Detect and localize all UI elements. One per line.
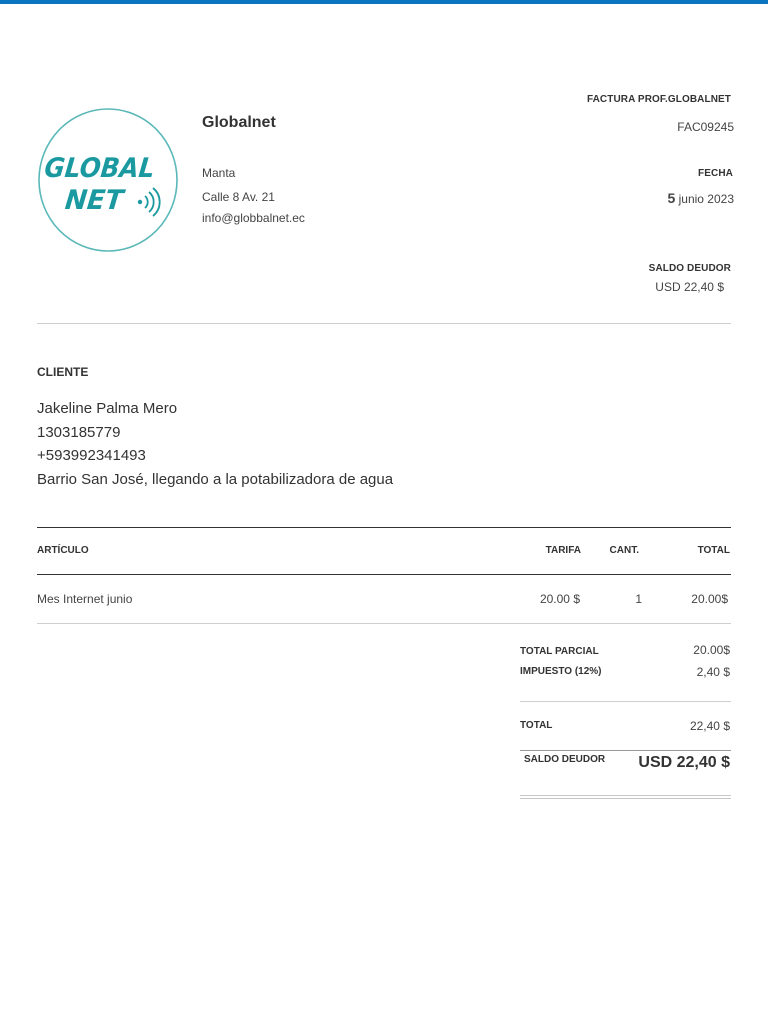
tax-value: 2,40 $ — [696, 665, 730, 679]
table-top-rule — [37, 527, 731, 528]
column-header-qty: CANT. — [609, 545, 639, 556]
client-details — [37, 397, 393, 491]
row-qty: 1 — [635, 592, 642, 606]
subtotal-value: 20.00$ — [693, 643, 730, 657]
row-total: 20.00$ — [691, 592, 728, 606]
date-month-year: junio 2023 — [678, 192, 734, 206]
summary-divider — [520, 701, 731, 702]
balance-due-value: USD 22,40 $ — [655, 280, 724, 294]
date-label: FECHA — [698, 168, 733, 179]
column-header-total: TOTAL — [697, 545, 730, 556]
balance-due-label: SALDO DEUDOR — [648, 263, 731, 274]
row-rate: 20.00 $ — [539, 592, 580, 606]
total-label: TOTAL — [520, 720, 553, 731]
client-label: CLIENTE — [37, 365, 89, 379]
company-email: info@globbalnet.ec — [202, 211, 305, 225]
balance-divider — [520, 750, 731, 751]
date-day: 5 — [667, 190, 676, 206]
client-phone: +593992341493 — [37, 447, 146, 464]
client-id: 1303185779 — [37, 423, 121, 441]
company-city: Manta — [202, 166, 236, 180]
invoice-date — [667, 190, 734, 206]
client-name: Jakeline Palma Mero — [37, 400, 178, 417]
logo-text-global: GLOBAL — [42, 153, 167, 184]
summary-balance-value: USD 22,40 $ — [638, 754, 730, 771]
top-accent-bar — [0, 0, 768, 4]
invoice-number: FAC09245 — [677, 120, 734, 134]
total-value: 22,40 $ — [689, 719, 730, 733]
table-header-rule — [37, 574, 731, 575]
summary-balance-label: SALDO DEUDOR — [524, 754, 606, 765]
subtotal-label: TOTAL PARCIAL — [520, 646, 599, 657]
row-item: Mes Internet junio — [37, 592, 133, 606]
company-info — [202, 114, 305, 225]
client-address: Barrio San José, llegando a la potabilizadora de agua — [37, 470, 394, 488]
logo-text-net: NET — [63, 185, 127, 216]
summary-double-rule — [520, 795, 731, 799]
company-logo — [37, 107, 179, 253]
column-header-rate: TARIFA — [545, 545, 581, 556]
company-name: Globalnet — [202, 114, 276, 131]
company-address: Calle 8 Av. 21 — [202, 190, 275, 204]
invoice-label: FACTURA PROF.GLOBALNET — [586, 94, 731, 105]
column-header-item: ARTÍCULO — [37, 545, 89, 556]
table-bottom-rule — [37, 623, 731, 624]
tax-label: IMPUESTO (12%) — [520, 666, 602, 677]
header-divider — [37, 323, 731, 324]
